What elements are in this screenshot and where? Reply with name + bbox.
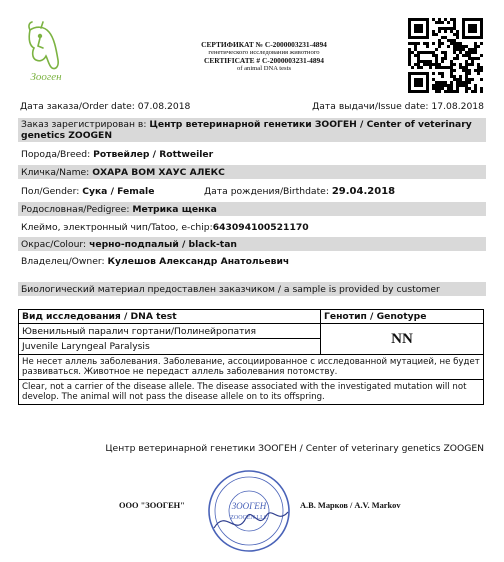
stamp-seal bbox=[206, 468, 292, 554]
certificate-title-block bbox=[150, 41, 378, 73]
gender-label: Пол/Gender: bbox=[21, 185, 80, 197]
order-date-label: Дата заказа/Order date: bbox=[20, 101, 138, 112]
gender-value: Сука / Female bbox=[82, 185, 155, 197]
certificate-subtitle-en: of animal DNA tests bbox=[236, 65, 292, 72]
birthdate bbox=[204, 186, 395, 197]
issue-date-value: 17.08.2018 bbox=[431, 101, 484, 112]
test-name-en: Juvenile Laryngeal Paralysis bbox=[22, 341, 150, 352]
owner-row bbox=[18, 254, 486, 268]
birthdate-label: Дата рождения/Birthdate: bbox=[204, 185, 332, 197]
certificate-subtitle-ru: генетического исследования животного bbox=[208, 49, 320, 56]
gender-row bbox=[18, 184, 486, 198]
company-name: ООО "ЗООГЕН" bbox=[119, 501, 185, 510]
name-value: ОХАРА ВОМ ХАУС АЛЕКС bbox=[92, 166, 225, 178]
chip-row bbox=[18, 220, 486, 234]
table-header-row bbox=[19, 310, 483, 324]
footer-center-line: Центр ветеринарной генетики ЗООГЕН / Center of veterinary genetics ZOOGEN bbox=[105, 443, 484, 454]
owner-label: Владелец/Owner: bbox=[21, 255, 105, 267]
pedigree-label: Родословная/Pedigree: bbox=[21, 203, 130, 215]
sample-note-row bbox=[18, 282, 486, 296]
table-row bbox=[19, 324, 483, 355]
colour-value: черно-подпалый / black-tan bbox=[89, 238, 237, 250]
breed-row bbox=[18, 147, 486, 161]
breed-label: Порода/Breed: bbox=[21, 148, 91, 160]
signatory-name: А.В. Марков / A.V. Markov bbox=[300, 501, 401, 510]
breed-value: Ротвейлер / Rottweiler bbox=[93, 148, 214, 160]
genotype-value: NN bbox=[391, 330, 413, 347]
pedigree-value: Метрика щенка bbox=[132, 203, 217, 215]
name-label: Кличка/Name: bbox=[21, 166, 90, 178]
owner-value: Кулешов Александр Анатольевич bbox=[107, 255, 290, 267]
zoogen-logo bbox=[16, 20, 76, 90]
order-date bbox=[20, 101, 190, 112]
issue-date-label: Дата выдачи/Issue date: bbox=[312, 101, 432, 112]
header-genotype: Генотип / Genotype bbox=[324, 311, 427, 322]
registered-value: Центр ветеринарной генетики ЗООГЕН / Center of veterinary genetics ZOOGEN bbox=[21, 119, 472, 141]
chip-value: 643094100521170 bbox=[212, 221, 309, 233]
sample-note: Биологический материал предоставлен заказчиком / a sample is provided by customer bbox=[21, 283, 440, 295]
result-en: Clear, not a carrier of the disease allele. The disease associated with the investigated mutation will not develop. The animal will not pass the disease allele on to its offspring. bbox=[22, 382, 467, 402]
stamp-sub: ZOOGEN LLC bbox=[230, 515, 268, 521]
registered-row bbox=[18, 118, 486, 142]
colour-row bbox=[18, 237, 486, 251]
chip-label: Клеймо, электронный чип/Tatoo, e-chip: bbox=[21, 221, 213, 233]
test-name-cell bbox=[19, 324, 321, 354]
qr-code-icon bbox=[408, 18, 483, 93]
birthdate-value: 29.04.2018 bbox=[331, 185, 396, 197]
test-name-ru: Ювенильный паралич гортани/Полинейропатия bbox=[19, 324, 320, 339]
certificate-title-en: CERTIFICATE # C-2000003231-4894 bbox=[204, 56, 324, 65]
result-ru: Не несет аллель заболевания. Заболевание, ассоциированное с исследованной мутацией, не будет развиваться. Животное не передаст аллель заболевания потомству. bbox=[22, 357, 480, 377]
certificate-title-ru: СЕРТИФИКАТ № С-2000003231-4894 bbox=[201, 40, 327, 49]
pedigree-row bbox=[18, 202, 486, 216]
order-date-value: 07.08.2018 bbox=[137, 101, 191, 112]
registered-label: Заказ зарегистрирован в: bbox=[21, 119, 150, 130]
issue-date bbox=[312, 101, 484, 112]
colour-label: Окрас/Colour: bbox=[21, 238, 87, 250]
name-row bbox=[18, 165, 486, 179]
result-ru-row bbox=[19, 355, 483, 380]
stamp-text: ЗООГЕН bbox=[231, 501, 267, 511]
header-dna-test: Вид исследования / DNA test bbox=[19, 310, 321, 323]
logo-text: Зооген bbox=[30, 71, 62, 83]
result-en-row bbox=[19, 380, 483, 404]
dna-test-table bbox=[18, 309, 484, 405]
